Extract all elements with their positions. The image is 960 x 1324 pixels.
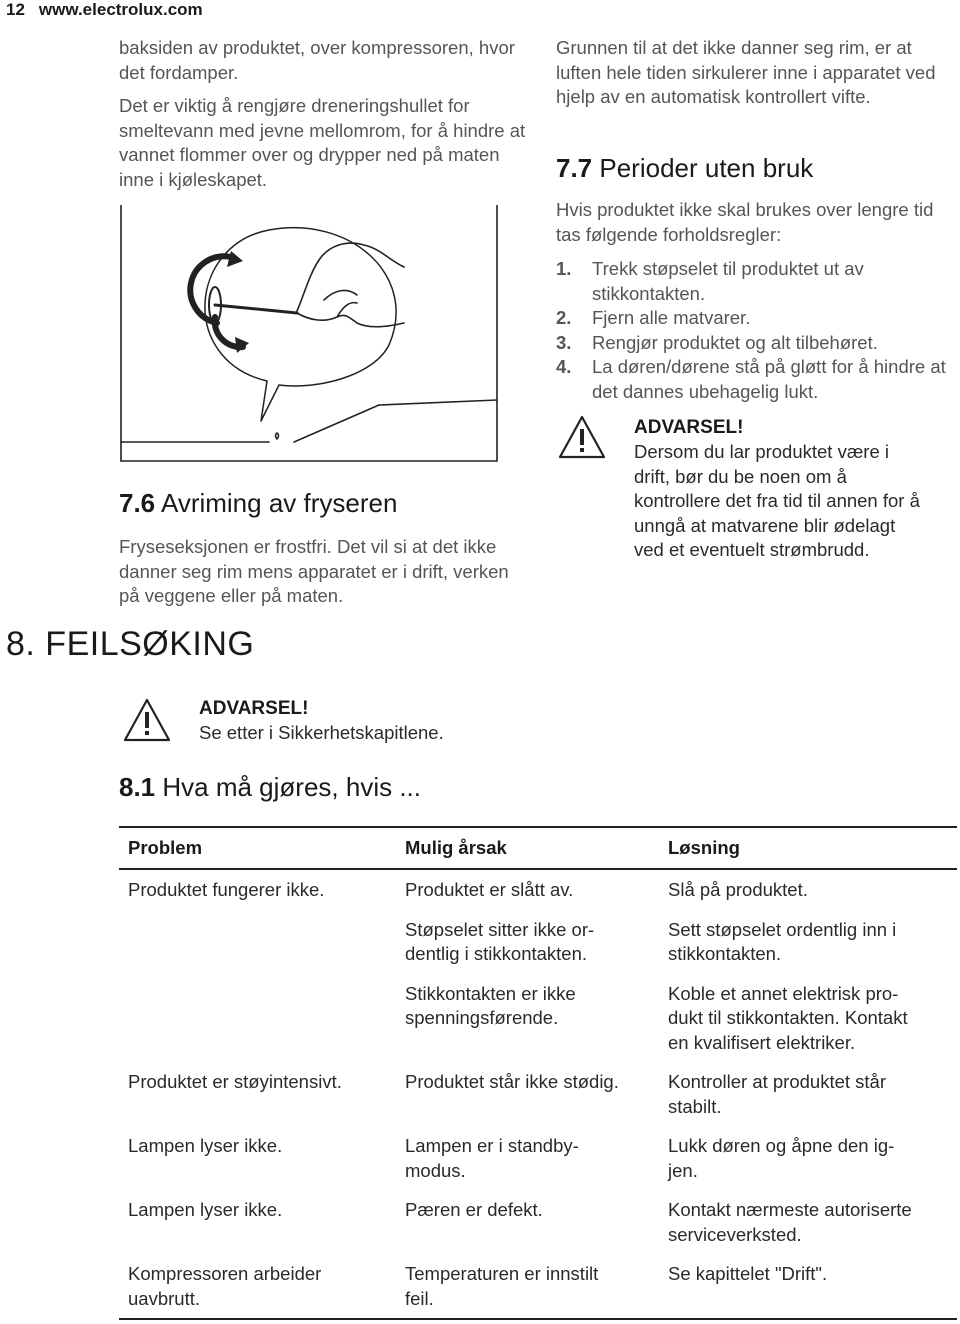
table-cell: Lampen lyser ikke.: [128, 1199, 283, 1220]
warning-text: Se etter i Sikkerhetskapitlene.: [199, 722, 444, 743]
section-8-title: FEILSØKING: [35, 625, 255, 663]
list-item: 2. Fjern alle matvarer.: [556, 307, 751, 328]
site-url: www.electrolux.com: [38, 0, 203, 19]
table-cell: Lampen er i standby- modus.: [405, 1135, 579, 1181]
warning-title: ADVARSEL!: [634, 417, 744, 438]
section-76-title: Avriming av fryseren: [155, 488, 398, 518]
intro-text: baksiden av produktet, over kompressoren, hvor det fordamper.: [119, 37, 515, 83]
table-cell: [119, 910, 396, 974]
table-row: [119, 1126, 957, 1190]
section-81-number: 8.1: [119, 772, 156, 802]
table-cell: Slå på produktet.: [668, 879, 808, 900]
section-76-heading: [119, 488, 397, 518]
section-76-text: Fryseseksjonen er frostfri. Det vil si at det ikke danner seg rim mens apparatet er i drift, verken på veggene eller på maten.: [119, 536, 509, 606]
list-item: 3. Rengjør produktet og alt tilbehøret.: [556, 331, 878, 353]
list-item: 4. La døren/dørene stå på gløtt for å hindre at det dannes ubehagelig lukt.: [556, 356, 946, 402]
table-cell: Stikkontakten er ikke spenningsførende.: [405, 982, 576, 1028]
section-77-number: 7.7: [556, 153, 593, 183]
table-cell: Produktet fungerer ikke.: [128, 879, 325, 900]
page-number: 12: [6, 0, 25, 19]
drain-cleaning-illustration: [119, 205, 499, 463]
table-cell: Kompressoren arbeider uavbrutt.: [119, 1254, 396, 1319]
table-row: [119, 910, 957, 974]
column-header: Løsning: [659, 827, 957, 869]
table-row: [119, 1254, 957, 1319]
column-header: Mulig årsak: [396, 827, 659, 869]
table-header-row: [119, 827, 957, 869]
page-header: [6, 0, 203, 20]
table-row: [119, 1190, 957, 1254]
list-item: 1. Trekk støpselet til produktet ut av stikkontakten.: [556, 258, 864, 304]
warning-title: ADVARSEL!: [199, 698, 309, 719]
table-cell: Kontakt nærmeste autoriserte serviceverksted.: [668, 1199, 912, 1245]
section-8-number: 8.: [6, 625, 36, 663]
troubleshooting-table: [119, 826, 957, 1320]
table-row: [119, 974, 957, 1063]
warning-text: Dersom du lar produktet være i drift, bør du be noen om å kontrollere det fra tid til annen for å unngå at matvarene blir ødelagt ved et eventuelt strømbrudd.: [634, 441, 920, 560]
table-cell: Pæren er defekt.: [405, 1199, 543, 1220]
table-cell: Lampen lyser ikke.: [128, 1135, 283, 1156]
table-cell: Lukk døren og åpne den ig- jen.: [668, 1135, 895, 1181]
section-76-number: 7.6: [119, 488, 156, 518]
section-81-heading: [119, 772, 421, 802]
steps-list: [556, 257, 951, 404]
warning-triangle-icon: [558, 415, 608, 459]
warning-triangle-icon: [123, 698, 173, 742]
table-cell: Støpselet sitter ikke or- dentlig i stikkontakten.: [405, 918, 595, 964]
section-77-heading: [556, 153, 813, 183]
column-header: Problem: [119, 827, 396, 869]
drain-text: Det er viktig å rengjøre dreneringshullet for smeltevann med jevne mellomrom, for å hindre at vannet flommer over og drypper ned på maten inne i kjøleskapet.: [119, 95, 526, 190]
table-cell: Produktet er slått av.: [405, 879, 574, 900]
table-cell: Produktet er støyintensivt.: [128, 1071, 342, 1092]
table-cell: Produktet står ikke stødig.: [405, 1071, 619, 1092]
table-cell: Kontroller at produktet står stabilt.: [668, 1071, 886, 1117]
section-8-heading: [6, 624, 254, 664]
table-cell: Se kapittelet "Drift".: [659, 1254, 957, 1319]
reason-text: Grunnen til at det ikke danner seg rim, er at luften hele tiden sirkulerer inne i apparatet ved hjelp av en automatisk kontrollert vifte.: [556, 37, 936, 107]
table-cell: [119, 974, 396, 1063]
table-cell: Koble et annet elektrisk pro- dukt til stikkontakten. Kontakt en kvalifisert elektriker.: [668, 982, 908, 1053]
table-row: [119, 1062, 957, 1126]
table-row: [119, 869, 957, 910]
section-77-intro: Hvis produktet ikke skal brukes over lengre tid tas følgende forholdsregler:: [556, 199, 934, 245]
section-77-title: Perioder uten bruk: [592, 153, 814, 183]
table-cell: Sett støpselet ordentlig inn i stikkontakten.: [668, 918, 897, 964]
table-cell: Temperaturen er innstilt feil.: [396, 1254, 659, 1319]
section-81-title: Hva må gjøres, hvis ...: [155, 772, 421, 802]
